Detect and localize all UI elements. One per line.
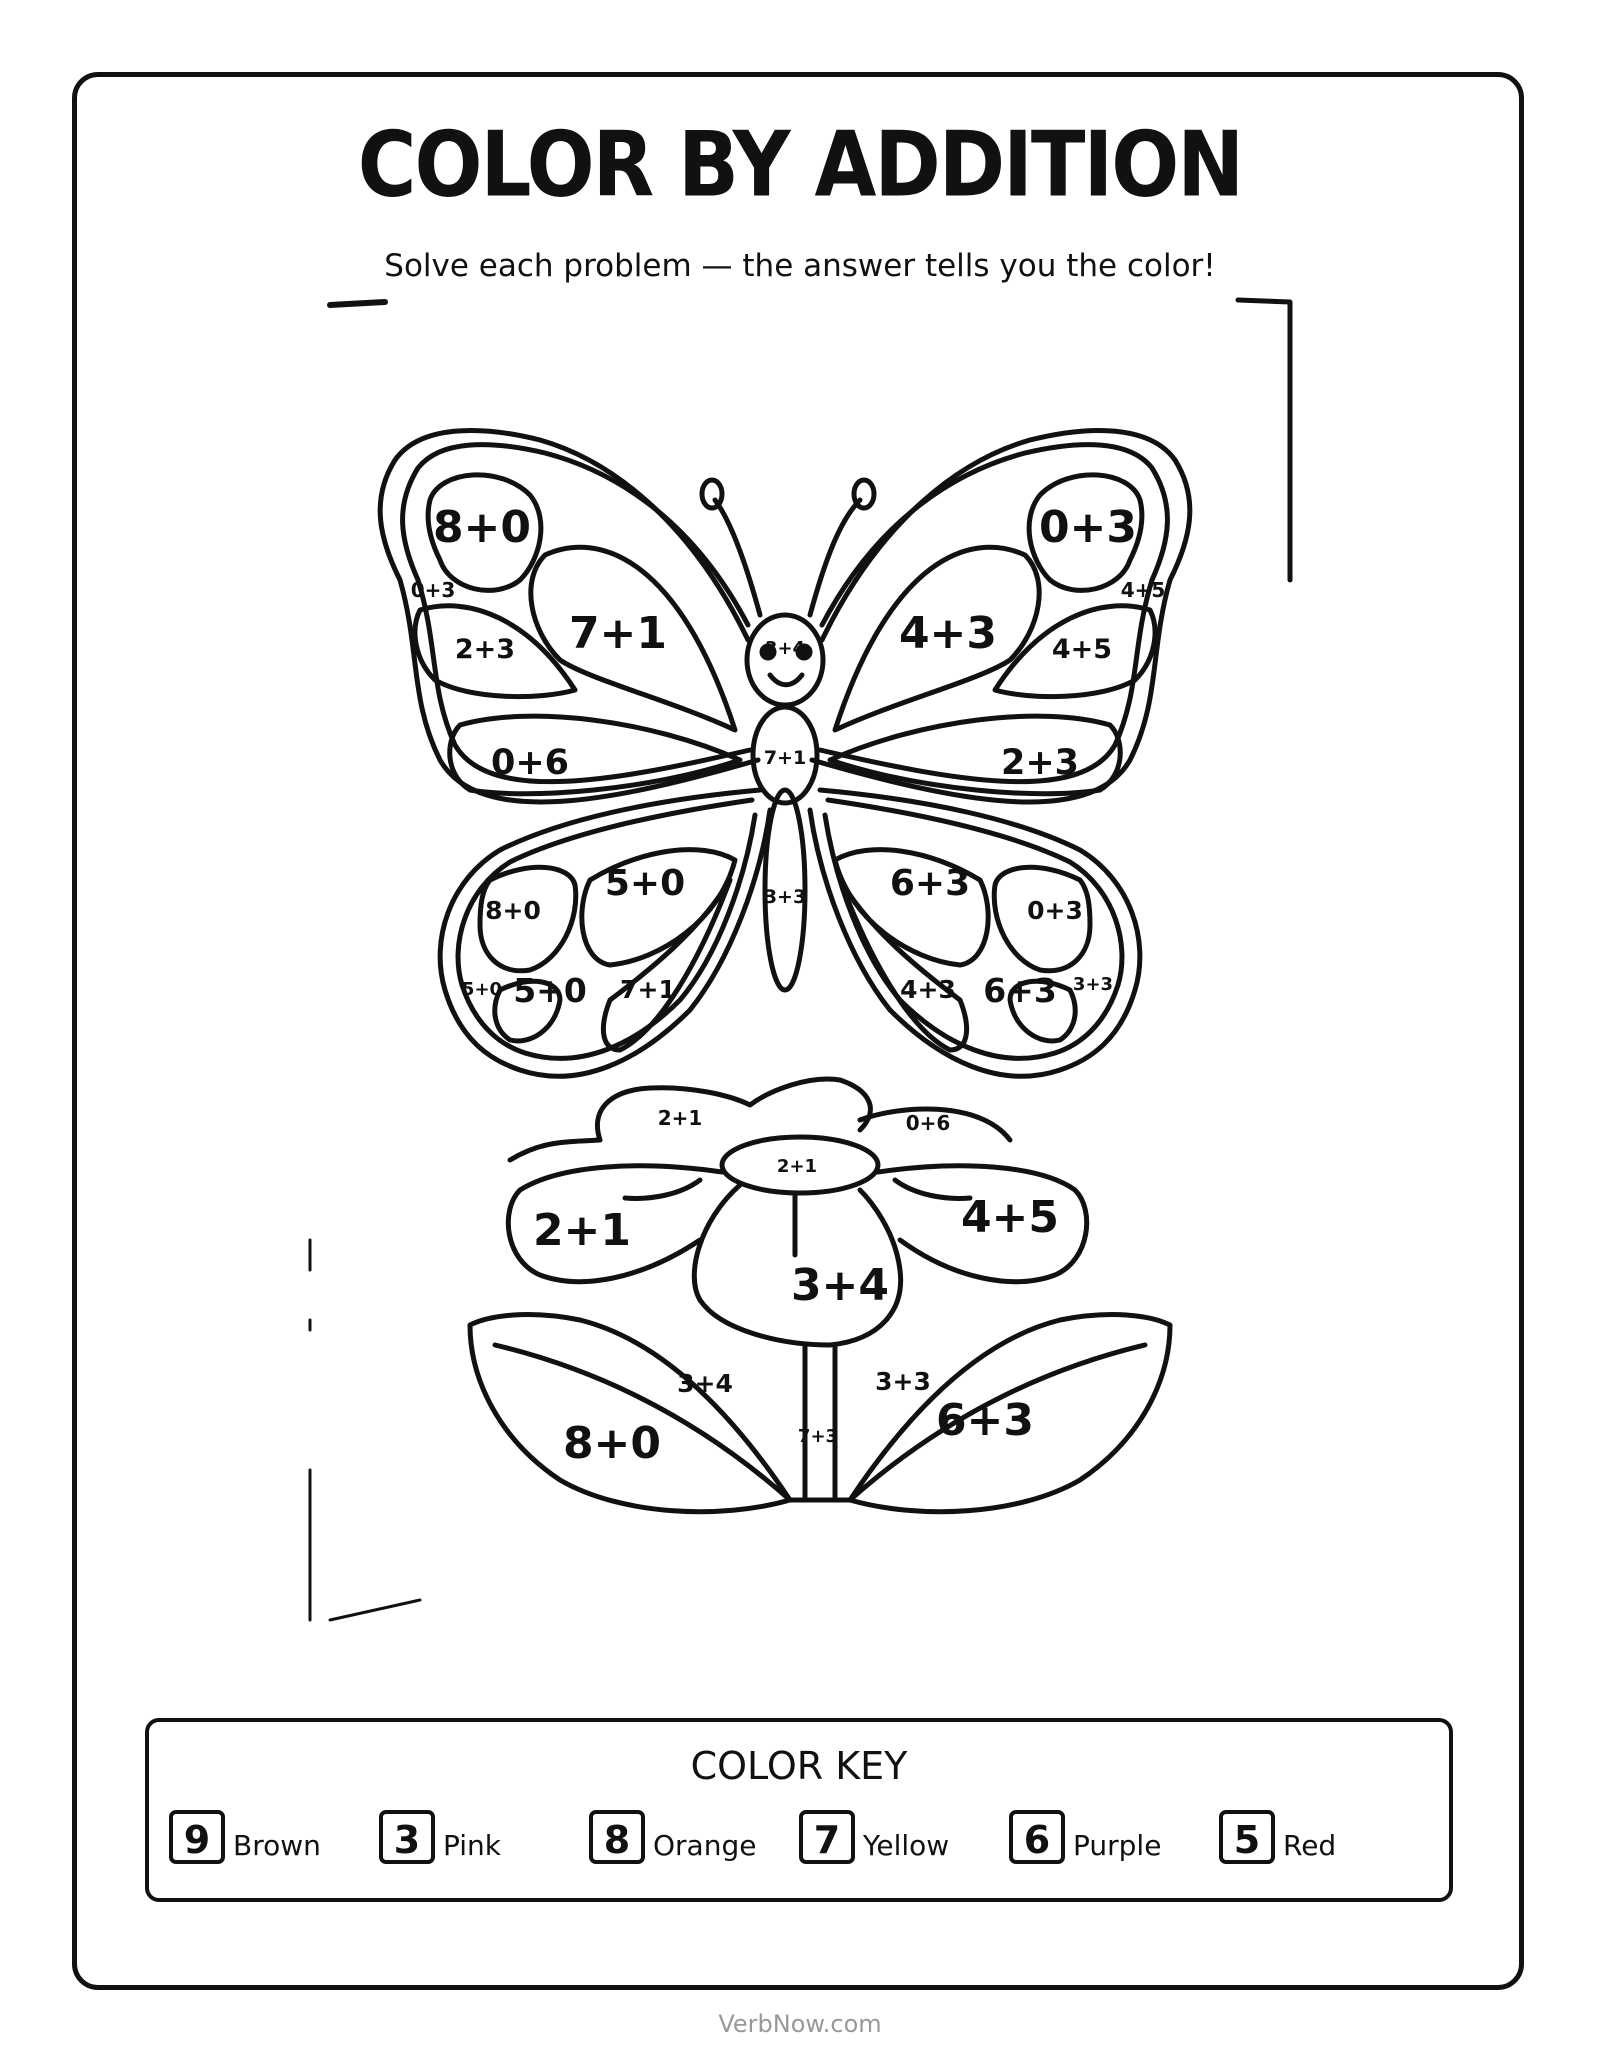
- butterfly-upper-left-big-problem: 7+1: [568, 608, 668, 659]
- color-key-number: 5: [1219, 1810, 1275, 1864]
- color-key-item-purple: [1009, 1800, 1161, 1864]
- color-key-number: 8: [589, 1810, 645, 1864]
- butterfly-lower-right-outer-problem: 0+3: [1027, 896, 1083, 925]
- butterfly-upper-left-top-problem: 8+0: [432, 502, 532, 553]
- butterfly-upper-right-edge-problem: 4+5: [1120, 578, 1166, 602]
- butterfly-thorax-problem: 7+1: [763, 747, 807, 769]
- color-key-item-pink: [379, 1800, 501, 1864]
- butterfly-upper-left-small-problem: 2+3: [454, 634, 516, 665]
- flower-leaf-left-problem: 8+0: [562, 1418, 662, 1469]
- color-key-title: COLOR KEY: [690, 1744, 908, 1788]
- butterfly-abdomen-problem: 3+3: [763, 886, 807, 908]
- color-key-number: 7: [799, 1810, 855, 1864]
- butterfly-lower-right-inner-problem: 4+3: [900, 975, 956, 1004]
- flower-stem-problem: 7+3: [797, 1426, 839, 1447]
- flower-right-petal-problem: 4+5: [960, 1192, 1060, 1243]
- butterfly-lower-left-outer-problem: 8+0: [485, 896, 541, 925]
- color-key-items: [169, 1800, 1439, 1864]
- color-key-number: 9: [169, 1810, 225, 1864]
- footer-watermark: VerbNow.com: [718, 2010, 882, 2038]
- color-key-item-yellow: [799, 1800, 949, 1864]
- color-key-label: Yellow: [863, 1829, 950, 1862]
- butterfly-upper-right-top-problem: 0+3: [1038, 502, 1138, 553]
- butterfly-lower-left-big-problem: 5+0: [604, 863, 686, 904]
- butterfly-lower-left-inner-problem: 7+1: [620, 975, 676, 1004]
- color-key-item-brown: [169, 1800, 321, 1864]
- flower-center-problem: 2+1: [776, 1156, 818, 1177]
- flower-left-petal-problem: 2+1: [532, 1205, 632, 1256]
- butterfly-upper-right-big-problem: 4+3: [898, 608, 998, 659]
- color-key-label: Red: [1283, 1829, 1337, 1862]
- color-key-item-orange: [589, 1800, 756, 1864]
- butterfly-right-mid-problem: 2+3: [1000, 743, 1080, 783]
- color-key-label: Brown: [233, 1829, 321, 1862]
- color-key-number: 6: [1009, 1810, 1065, 1864]
- worksheet-subtitle: Solve each problem — the answer tells you the color!: [384, 248, 1216, 284]
- butterfly-lower-left-edge-problem: 5+0: [461, 979, 503, 1000]
- butterfly-left-mid-problem: 0+6: [490, 743, 570, 783]
- butterfly-lower-left-small-problem: 5+0: [513, 971, 587, 1010]
- color-key-label: Orange: [653, 1829, 757, 1862]
- butterfly-head-problem: 3+4: [764, 638, 806, 659]
- color-key-item-red: [1219, 1800, 1336, 1864]
- worksheet-title: COLOR BY ADDITION: [357, 112, 1243, 217]
- color-key-label: Pink: [443, 1829, 502, 1862]
- color-key-box: [145, 1718, 1453, 1902]
- butterfly-lower-right-edge-problem: 3+3: [1072, 974, 1114, 995]
- butterfly-upper-right-small-problem: 4+5: [1051, 634, 1113, 665]
- flower-leaf-right-small-problem: 3+3: [875, 1367, 931, 1396]
- flower-front-petal-problem: 3+4: [790, 1260, 890, 1311]
- color-key-label: Purple: [1073, 1829, 1162, 1862]
- color-key-number: 3: [379, 1810, 435, 1864]
- flower-back-left-petal-problem: 2+1: [657, 1106, 703, 1130]
- flower-back-right-petal-problem: 0+6: [905, 1111, 951, 1135]
- flower-leaf-left-small-problem: 3+4: [677, 1369, 733, 1398]
- flower-leaf-right-problem: 6+3: [935, 1395, 1035, 1446]
- butterfly-upper-left-edge-problem: 0+3: [410, 578, 456, 602]
- butterfly-lower-right-big-problem: 6+3: [889, 863, 971, 904]
- butterfly-lower-right-small-problem: 6+3: [983, 971, 1057, 1010]
